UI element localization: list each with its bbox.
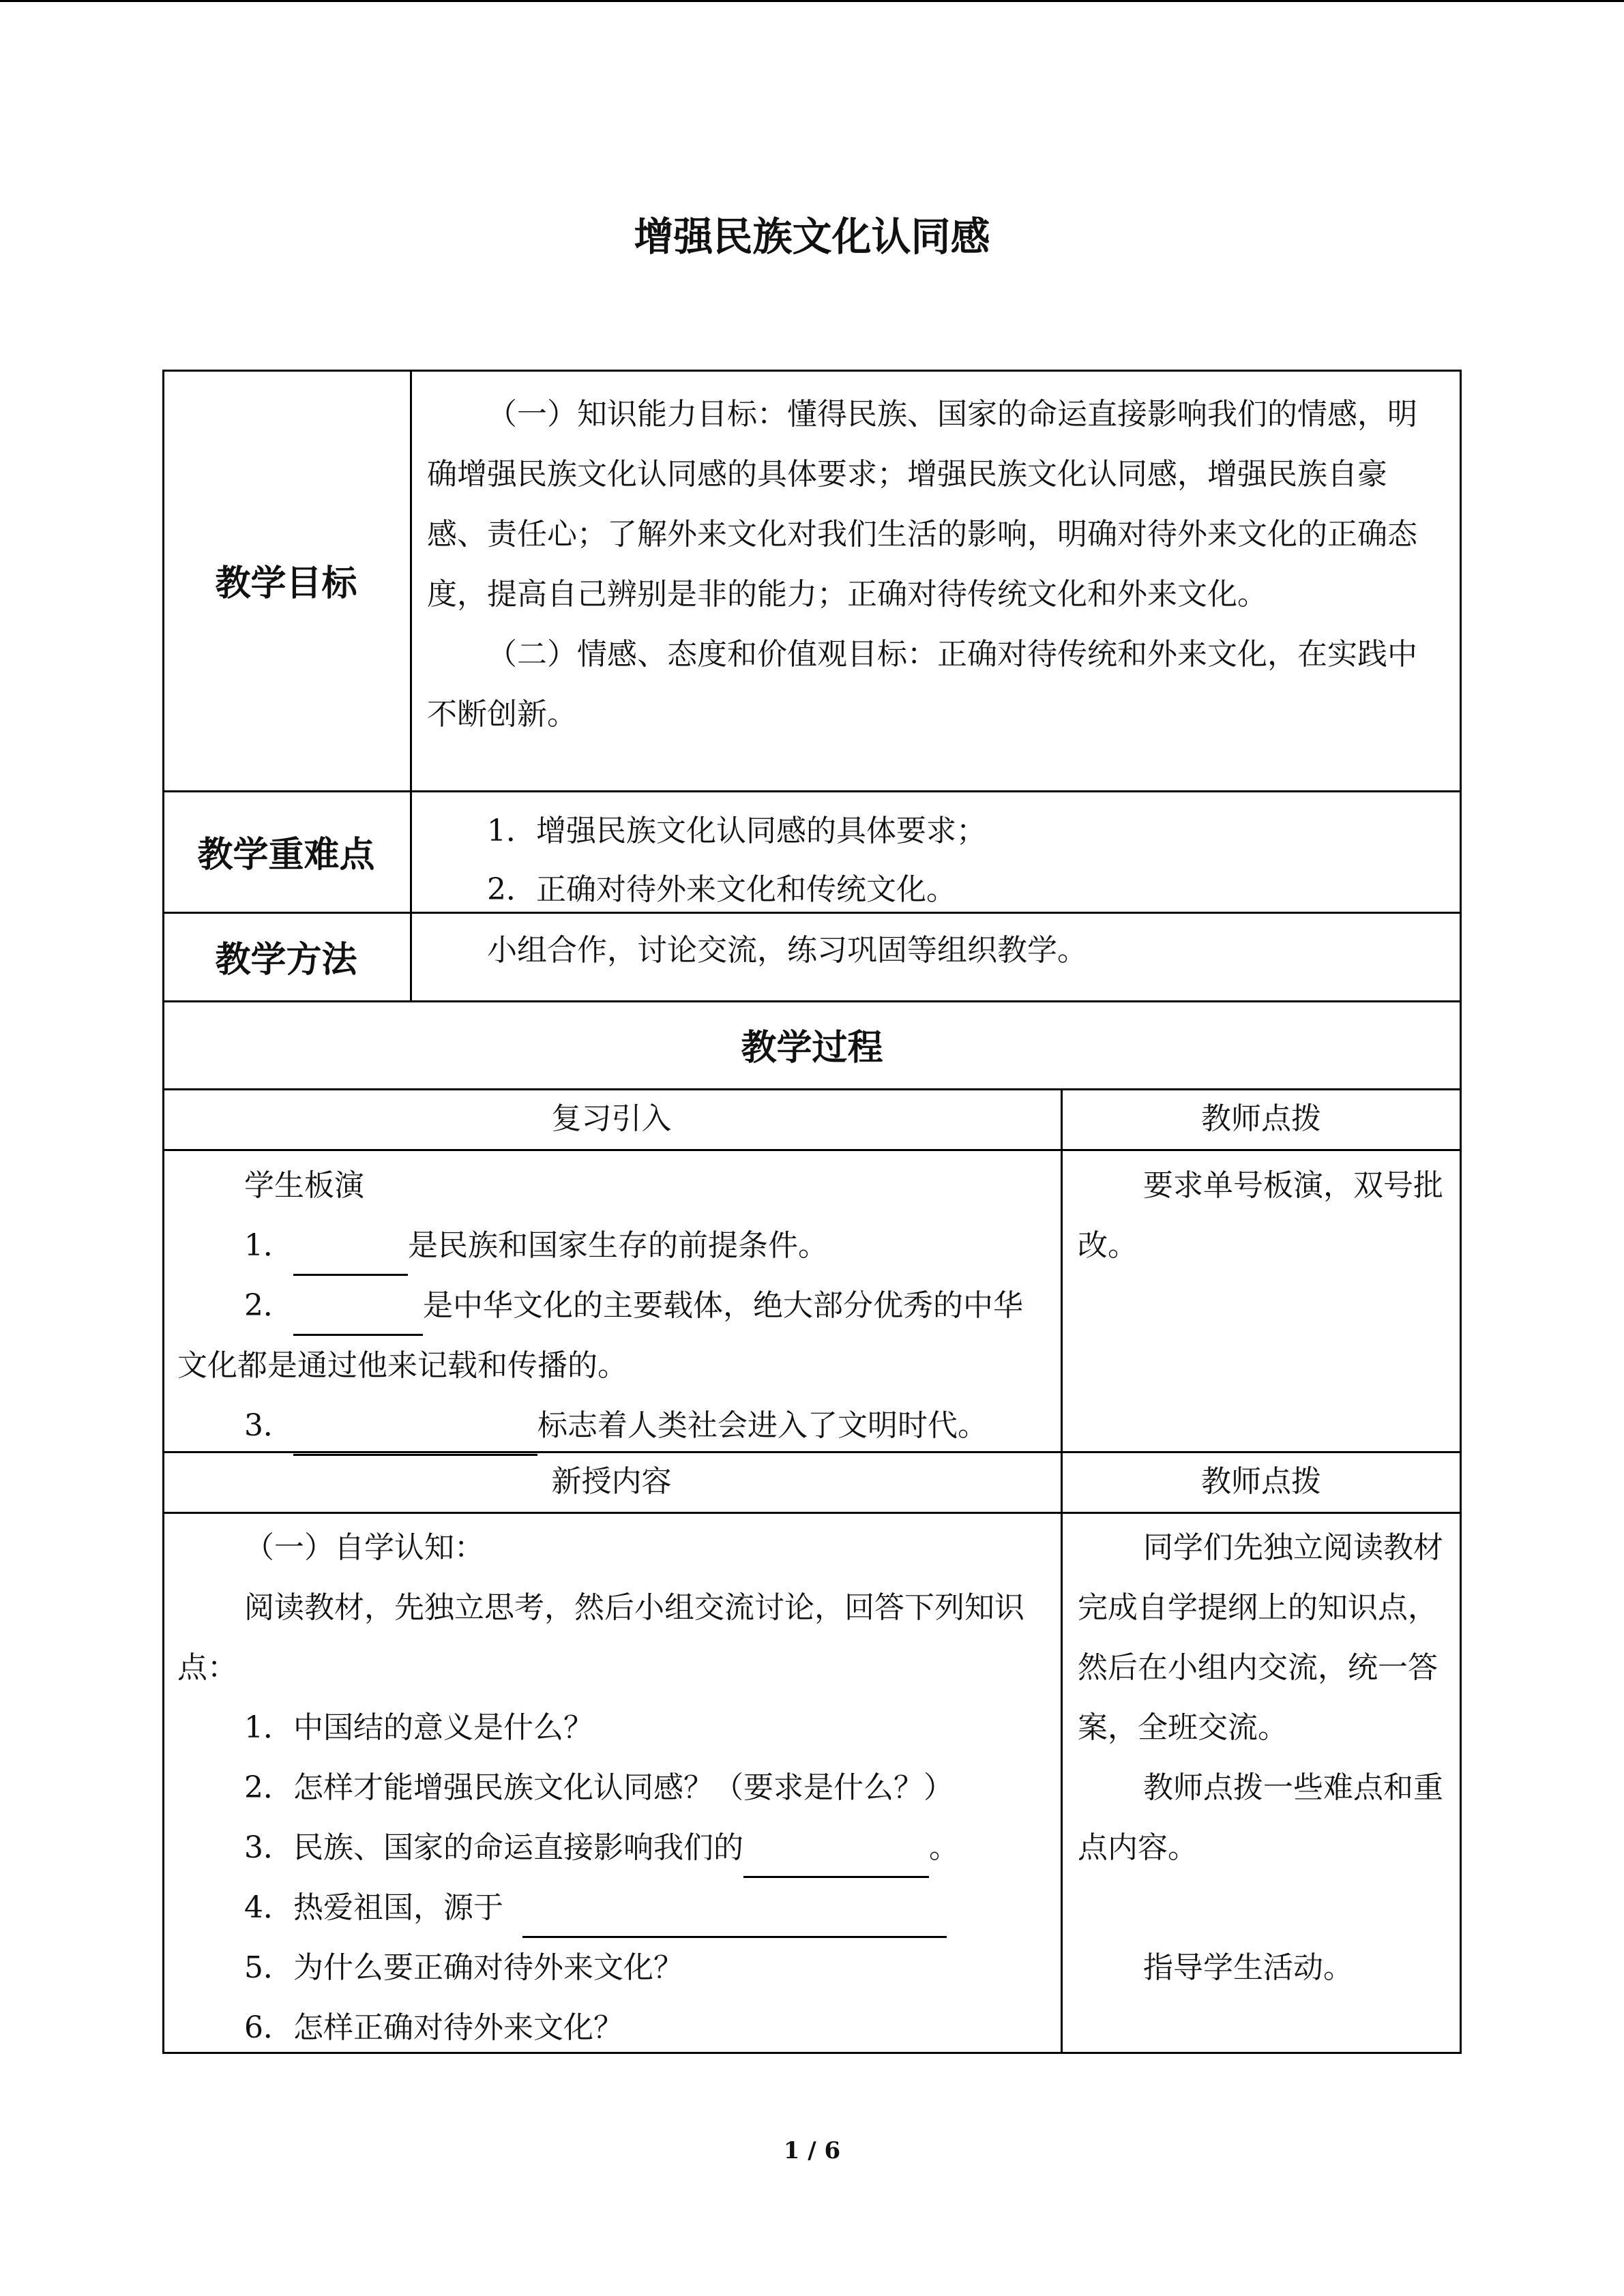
table-rule bbox=[162, 1512, 1462, 1514]
study-question: 6．怎样正确对待外来文化？ bbox=[244, 2010, 623, 2045]
review-question bbox=[177, 1216, 1050, 1276]
q4-text: 4．热爱祖国，源于 bbox=[244, 1890, 503, 1925]
key-points-content bbox=[487, 802, 1442, 919]
document-title: 增强民族文化认同感 bbox=[634, 213, 990, 260]
method-label: 教学方法 bbox=[215, 939, 357, 981]
process-title: 教学过程 bbox=[741, 1028, 883, 1069]
table-rule bbox=[410, 370, 412, 1000]
review-question bbox=[177, 1276, 1050, 1396]
q3-text: 3．民族、国家的命运直接影响我们的 bbox=[244, 1830, 743, 1865]
answer-blank bbox=[743, 1849, 929, 1878]
teacher-note: 同学们先独立阅读教材完成自学提纲上的知识点，然后在小组内交流，统一答案，全班交流。 bbox=[1078, 1530, 1443, 1745]
key-points-label: 教学重难点 bbox=[197, 834, 375, 876]
new-content bbox=[177, 1518, 1050, 2058]
review-q3-text: 标志着人类社会进入了文明时代。 bbox=[537, 1408, 988, 1443]
objectives-label: 教学目标 bbox=[215, 563, 357, 604]
objectives-emotion: （二）情感、态度和价值观目标：正确对待传统和外来文化，在实践中不断创新。 bbox=[427, 637, 1417, 732]
lesson-plan-table bbox=[162, 370, 1462, 2054]
q3-end: 。 bbox=[929, 1830, 959, 1865]
key-point-item: 1．增强民族文化认同感的具体要求； bbox=[487, 814, 986, 848]
new-teacher-header: 教师点拨 bbox=[1201, 1464, 1321, 1499]
teacher-guidance-header: 教师点拨 bbox=[1201, 1101, 1321, 1136]
review-q2-text: 是中华文化的主要载体，绝大部分优秀的中华文化都是通过他来记载和传播的。 bbox=[177, 1288, 1023, 1383]
method-text: 小组合作，讨论交流，练习巩固等组织教学。 bbox=[487, 933, 1087, 968]
review-q3-number: 3． bbox=[244, 1408, 293, 1443]
page-number: 1 / 6 bbox=[783, 2137, 841, 2164]
review-question bbox=[177, 1396, 1050, 1456]
answer-blank bbox=[522, 1909, 947, 1938]
study-question: 5．为什么要正确对待外来文化？ bbox=[244, 1950, 683, 1985]
objectives-knowledge: （一）知识能力目标：懂得民族、国家的命运直接影响我们的情感，明确增强民族文化认同感的具体要求；增强民族文化认同感，增强民族自豪感、责任心；了解外来文化对我们生活的影响，明确对待外来文化的正确态度，提高自己辨别是非的能力；正确对待传统文化和外来文化。 bbox=[427, 397, 1417, 612]
new-teacher-notes bbox=[1078, 1518, 1446, 1998]
answer-blank bbox=[293, 1307, 423, 1336]
new-content-header: 新授内容 bbox=[551, 1464, 672, 1499]
review-teacher-note: 要求单号板演，双号批改。 bbox=[1078, 1168, 1443, 1263]
answer-blank bbox=[293, 1247, 408, 1276]
self-study-intro: 阅读教材，先独立思考，然后小组交流讨论，回答下列知识点： bbox=[177, 1590, 1024, 1685]
review-intro: 学生板演 bbox=[244, 1168, 364, 1203]
review-q1-text: 是民族和国家生存的前提条件。 bbox=[408, 1228, 828, 1263]
self-study-heading: （一）自学认知： bbox=[244, 1530, 484, 1565]
review-header: 复习引入 bbox=[551, 1101, 672, 1136]
study-question: 2．怎样才能增强民族文化认同感？（要求是什么？） bbox=[244, 1770, 954, 1805]
study-question bbox=[177, 1818, 1050, 1878]
study-question: 1．中国结的意义是什么？ bbox=[244, 1710, 593, 1745]
study-question bbox=[177, 1878, 1050, 1938]
table-rule bbox=[1061, 1088, 1063, 2054]
key-point-item: 2．正确对待外来文化和传统文化。 bbox=[487, 872, 956, 907]
objectives-content bbox=[427, 385, 1445, 745]
review-q1-number: 1． bbox=[244, 1228, 293, 1263]
review-q2-number: 2． bbox=[244, 1288, 293, 1323]
table-rule bbox=[162, 1149, 1462, 1151]
teacher-note: 教师点拨一些难点和重点内容。 bbox=[1078, 1770, 1443, 1865]
review-content bbox=[177, 1156, 1050, 1456]
table-rule bbox=[1460, 370, 1462, 2054]
page-top-border bbox=[0, 0, 1624, 2]
teacher-note: 指导学生活动。 bbox=[1143, 1950, 1353, 1985]
